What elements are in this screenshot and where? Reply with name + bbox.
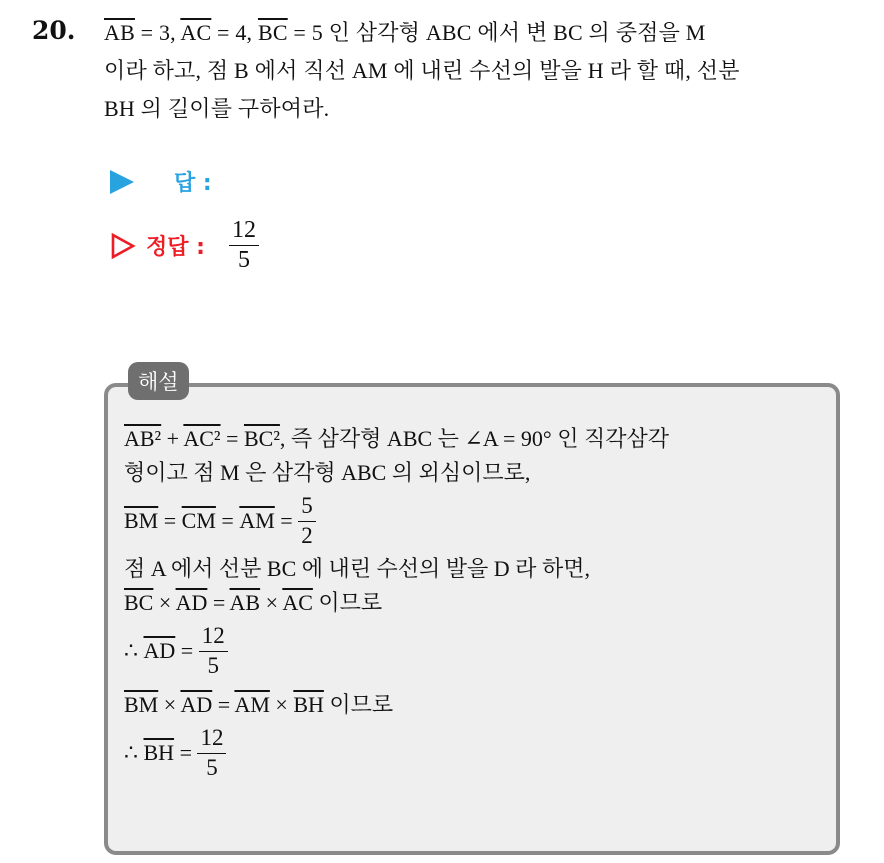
filled-right-triangle-icon — [110, 170, 134, 194]
explanation-line-4: 점 A 에서 선분 BC 에 내린 수선의 발을 D 라 하면, — [124, 556, 590, 581]
segment-bc: $\overline{BC}$ — [124, 590, 154, 615]
equals-sign: = — [215, 508, 240, 533]
correct-answer-row — [110, 218, 259, 273]
explanation-line-3 — [124, 490, 836, 552]
segment-ab: $\overline{AB}$ — [229, 590, 261, 615]
segment-bc: $\overline{BC}$ — [257, 20, 288, 45]
outline-right-triangle-icon — [110, 233, 136, 259]
equals-sign: = — [174, 740, 198, 765]
fraction-twelve-fifths — [199, 624, 228, 677]
explanation-line-6 — [124, 620, 836, 682]
segment-am: $\overline{AM}$ — [234, 692, 270, 717]
explanation-line-1 — [124, 422, 836, 456]
equals-sign: = — [158, 508, 182, 533]
segment-ab: $\overline{AB}$ — [104, 20, 135, 45]
segment-ac-squared: AC² — [183, 426, 221, 451]
fraction-bar — [298, 521, 316, 522]
value-ab: = 3, — [134, 20, 181, 45]
fraction-numerator: 12 — [231, 217, 256, 243]
segment-bm: $\overline{BM}$ — [124, 692, 159, 717]
fraction-bar — [199, 651, 228, 652]
equals-sign: = — [220, 426, 244, 451]
explanation-body — [124, 422, 836, 784]
explanation-line-8 — [124, 722, 836, 784]
explanation-tab: 해설 — [128, 362, 189, 400]
times-sign: × — [153, 590, 176, 615]
fraction-numerator: 5 — [301, 493, 313, 519]
value-ac: = 4, — [211, 20, 258, 45]
segment-ad: $\overline{AD}$ — [175, 590, 208, 615]
times-sign: × — [269, 692, 294, 717]
times-sign: × — [260, 590, 283, 615]
explanation-line-7-rest: 이므로 — [323, 692, 394, 717]
times-sign: × — [158, 692, 181, 717]
question-text — [104, 14, 862, 128]
equals-sign: = — [274, 508, 299, 533]
problem — [32, 14, 862, 128]
explanation-line-5 — [124, 586, 836, 620]
answer-row — [110, 166, 212, 197]
therefore-symbol: ∴ — [124, 740, 144, 765]
fraction-numerator: 12 — [201, 623, 225, 649]
segment-ad: $\overline{AD}$ — [143, 638, 176, 663]
equals-sign: = — [212, 692, 235, 717]
plus-sign: + — [161, 426, 184, 451]
explanation-line-7 — [124, 688, 836, 722]
fraction-bar — [197, 753, 226, 754]
segment-bh: $\overline{BH}$ — [293, 692, 324, 717]
correct-answer-label: 정답 : — [146, 235, 205, 261]
question-line-2: 이라 하고, 점 B 에서 직선 AM 에 내린 수선의 발을 H 라 할 때, 선분 — [104, 58, 740, 83]
explanation-line-1-rest: , 즉 삼각형 ABC 는 ∠A = 90° 인 직각삼각 — [279, 426, 669, 451]
explanation-line-5-rest: 이므로 — [312, 590, 383, 615]
question-number: 20. — [32, 16, 76, 45]
segment-am: $\overline{AM}$ — [239, 508, 275, 533]
segment-ac: $\overline{AC}$ — [180, 20, 212, 45]
fraction-twelve-fifths — [197, 726, 226, 779]
fraction-denominator: 5 — [206, 754, 218, 780]
equals-sign: = — [207, 590, 230, 615]
equals-sign: = — [175, 638, 199, 663]
fraction-denominator: 2 — [301, 522, 313, 548]
fraction-five-halves — [298, 494, 316, 547]
explanation-line-2: 형이고 점 M 은 삼각형 ABC 의 외심이므로, — [124, 460, 531, 485]
segment-ac: $\overline{AC}$ — [282, 590, 313, 615]
question-line-1-rest: = 5 인 삼각형 ABC 에서 변 BC 의 중점을 M — [287, 20, 706, 45]
question-line-3: BH 의 길이를 구하여라. — [104, 96, 330, 121]
fraction-denominator: 5 — [237, 247, 250, 274]
fraction-numerator: 12 — [200, 725, 224, 751]
fraction-bar — [229, 245, 259, 246]
segment-ab-squared: AB² — [124, 426, 162, 451]
correct-answer-fraction — [229, 218, 259, 273]
segment-bh: $\overline{BH}$ — [143, 740, 175, 765]
answer-label: 답 : — [174, 171, 212, 196]
segment-bm: $\overline{BM}$ — [124, 508, 159, 533]
fraction-denominator: 5 — [207, 652, 219, 678]
segment-bc-squared: BC² — [243, 426, 280, 451]
therefore-symbol: ∴ — [124, 638, 144, 663]
segment-ad: $\overline{AD}$ — [180, 692, 213, 717]
question-line-1 — [104, 14, 862, 52]
segment-cm: $\overline{CM}$ — [181, 508, 216, 533]
